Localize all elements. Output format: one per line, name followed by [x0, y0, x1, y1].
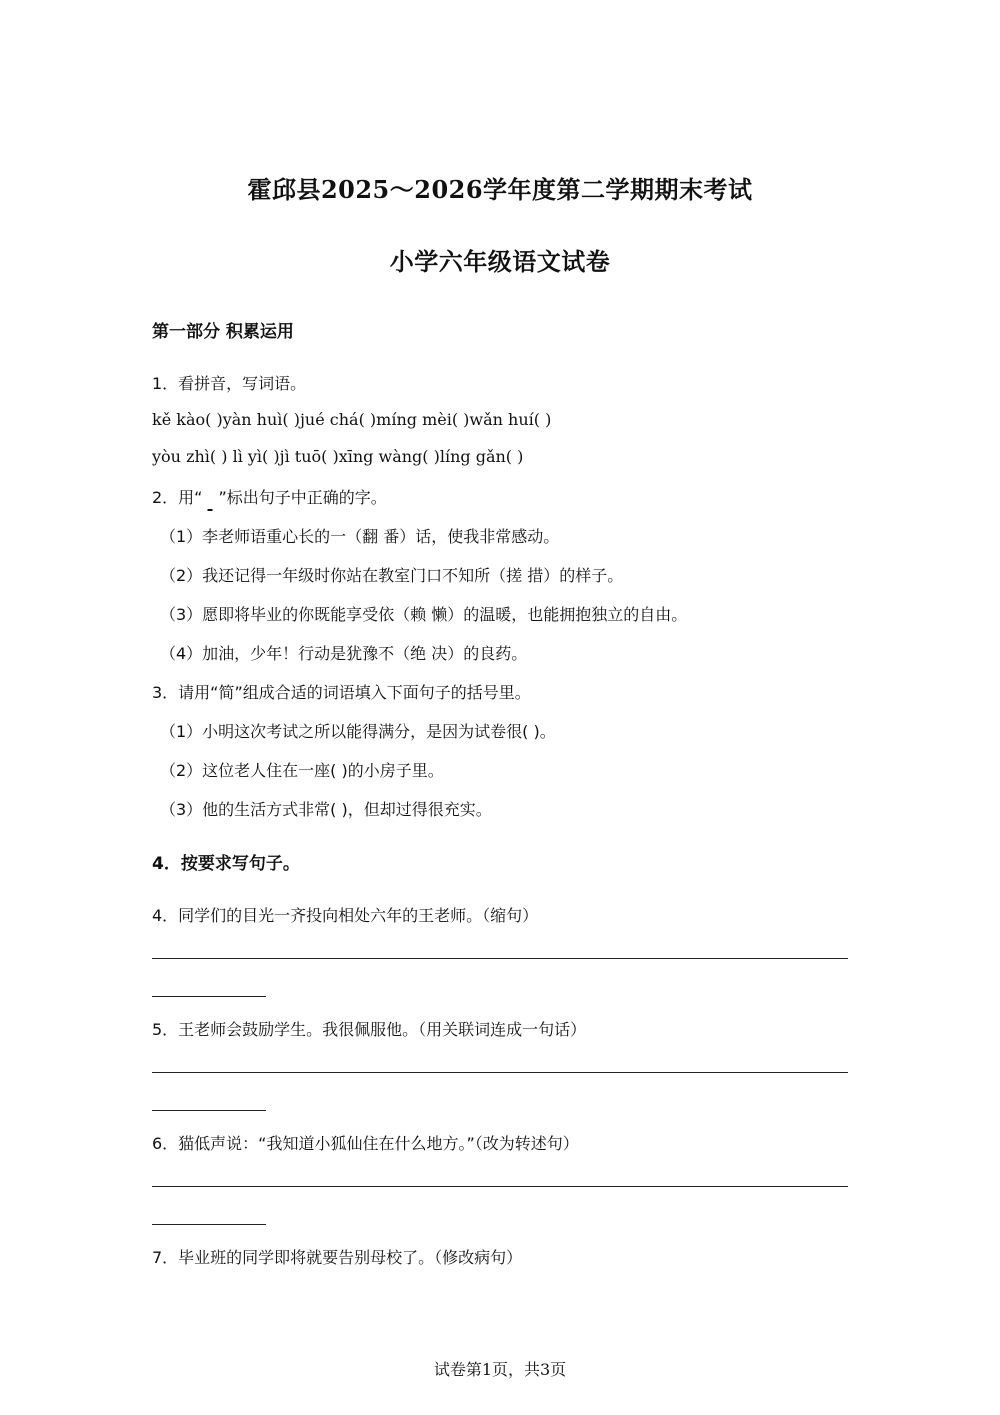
answer-line[interactable]	[152, 1186, 848, 1187]
q1-prompt: 1．看拼音，写词语。	[152, 374, 307, 393]
answer-line-continued[interactable]	[152, 996, 266, 997]
q2-item-1: （1）李老师语重心长的一（翻 番）话，使我非常感动。	[160, 527, 560, 546]
q2-item-2: （2）我还记得一年级时你站在教室门口不知所（搓 措）的样子。	[160, 566, 624, 585]
page-footer: 试卷第1页，共3页	[433, 1360, 567, 1379]
part1-heading: 第一部分 积累运用	[152, 322, 294, 342]
q2-prompt-after: ”标出句子中正确的字。	[218, 488, 387, 507]
q2-prompt	[152, 485, 387, 508]
answer-line-continued[interactable]	[152, 1224, 266, 1225]
q2-item-4: （4）加油，少年！行动是犹豫不（绝 决）的良药。	[160, 644, 528, 663]
q3-item-2: （2）这位老人住在一座( )的小房子里。	[160, 761, 444, 780]
q3-prompt: 3．请用“简”组成合适的词语填入下面句子的括号里。	[152, 683, 531, 702]
answer-line[interactable]	[152, 958, 848, 959]
q2-item-3: （3）愿即将毕业的你既能享受依（赖 懒）的温暖，也能拥抱独立的自由。	[160, 605, 688, 624]
q3-item-3: （3）他的生活方式非常( )，但却过得很充实。	[160, 800, 492, 819]
q4-sentence-5: 5．王老师会鼓励学生。我很佩服他。（用关联词连成一句话）	[152, 1020, 587, 1039]
answer-line-continued[interactable]	[152, 1110, 266, 1111]
exam-subtitle: 小学六年级语文试卷	[389, 247, 611, 276]
q1-pinyin-row-2: yòu zhì( ) lì yì( )jì tuō( )xīng wàng( )líng gǎn( )	[152, 447, 524, 466]
q1-pinyin-row-1: kě kào( )yàn huì( )jué chá( )míng mèi( )wǎn huí( )	[152, 410, 552, 429]
exam-title: 霍邱县2025～2026学年度第二学期期末考试	[247, 175, 753, 204]
dot-mark-sample	[202, 485, 218, 508]
answer-line[interactable]	[152, 1072, 848, 1073]
q4-heading: 4．按要求写句子。	[152, 854, 300, 874]
q2-prompt-before: 2．用“	[152, 488, 203, 507]
q4-sentence-7: 7．毕业班的同学即将就要告别母校了。（修改病句）	[152, 1248, 523, 1267]
q3-item-1: （1）小明这次考试之所以能得满分，是因为试卷很( )。	[160, 722, 556, 741]
q4-sentence-4: 4．同学们的目光一齐投向相处六年的王老师。（缩句）	[152, 906, 539, 925]
q4-sentence-6: 6．猫低声说：“我知道小狐仙住在什么地方。”（改为转述句）	[152, 1134, 579, 1153]
